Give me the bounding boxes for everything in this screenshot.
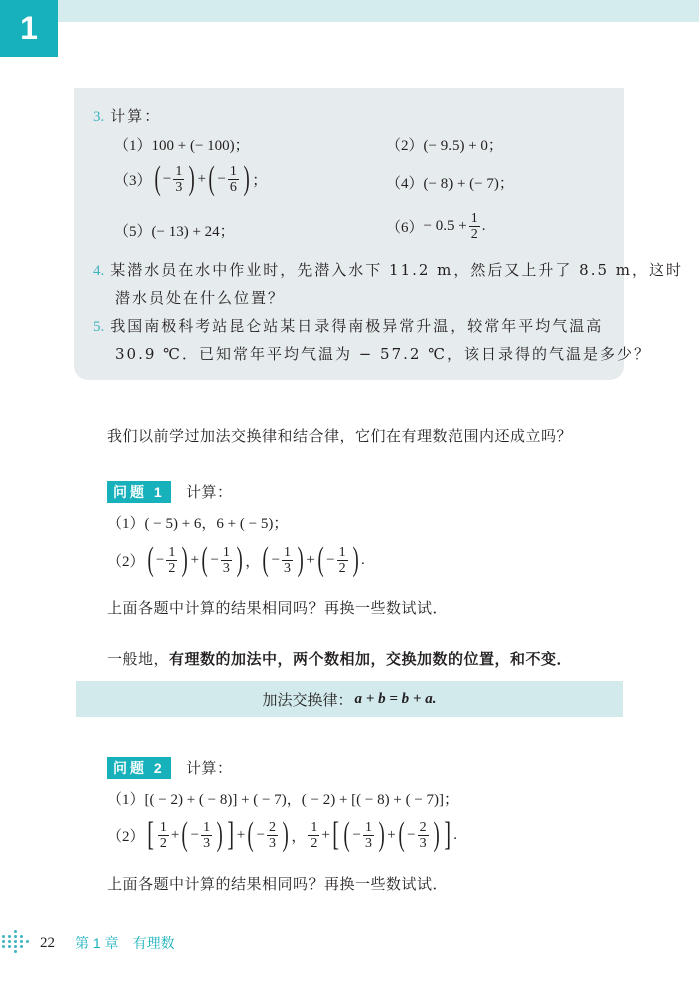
problem-2-heading <box>107 757 232 779</box>
right-paren: ) <box>188 160 196 197</box>
intro-paragraph: 我们以前学过加法交换律和结合律，它们在有理数范围内还成立吗？ <box>107 427 573 445</box>
numerator: 2 <box>269 819 277 835</box>
fraction <box>308 820 319 851</box>
numerator: 1 <box>175 163 183 179</box>
item-expr-prefix: − 0.5 + <box>423 218 467 234</box>
numerator: 1 <box>203 819 211 835</box>
exercise-3-item-1 <box>114 134 250 155</box>
exercise-number: 4. <box>93 263 105 279</box>
fraction <box>166 545 177 576</box>
exercise-number: 5. <box>93 319 105 335</box>
denominator: 3 <box>284 560 292 576</box>
fraction <box>418 820 429 851</box>
left-bracket: [ <box>332 816 339 853</box>
exercise-prompt: 计算： <box>110 107 162 125</box>
plus-sign: + <box>321 826 330 843</box>
minus-sign: − <box>162 170 172 187</box>
right-paren: ) <box>433 816 440 853</box>
exercise-5 <box>93 316 603 337</box>
left-paren: ( <box>201 541 208 578</box>
exercise-3-item-4 <box>386 172 514 193</box>
item-expr: (− 13) + 24； <box>151 224 235 240</box>
statement-text: 有理数的加法中，两个数相加，交换加数的位置，和不变． <box>169 651 573 668</box>
numerator: 1 <box>229 163 237 179</box>
commutative-law-box <box>76 681 623 717</box>
minus-sign: − <box>155 551 165 568</box>
exercise-5-line-2 <box>115 344 651 364</box>
comma: ， <box>291 828 307 845</box>
rule-label: 加法交换律： <box>262 691 353 709</box>
lead-text: 一般地， <box>107 650 170 668</box>
left-paren: ( <box>208 160 215 197</box>
left-paren: ( <box>262 541 270 578</box>
period: . <box>481 218 486 234</box>
exercise-number: 3. <box>93 109 105 125</box>
exercise-4 <box>93 260 683 281</box>
minus-sign: − <box>256 826 266 843</box>
exercise-text-line-2: 30.9 ℃．已知常年平均气温为 − 57.2 ℃，该日录得的气温是多少？ <box>115 345 651 363</box>
chapter-name: 有理数 <box>132 935 175 951</box>
denominator: 3 <box>222 560 230 576</box>
item-label: （2） <box>386 138 424 154</box>
fraction <box>363 820 374 851</box>
problem-1-heading <box>107 481 232 503</box>
denominator: 3 <box>364 835 372 851</box>
plus-sign: + <box>236 826 246 843</box>
fraction <box>469 211 480 242</box>
right-paren: ) <box>297 541 304 578</box>
left-paren: ( <box>181 816 189 853</box>
right-paren: ) <box>216 816 223 853</box>
problem-2-item-2 <box>107 818 457 852</box>
denominator: 2 <box>338 560 346 576</box>
exercise-3-item-2 <box>386 134 503 155</box>
denominator: 2 <box>470 227 478 242</box>
fraction <box>158 820 169 851</box>
minus-sign: − <box>217 170 226 187</box>
exercise-3-heading <box>93 106 161 127</box>
plus-sign: + <box>387 826 396 843</box>
numerator: 1 <box>222 544 230 560</box>
denominator: 2 <box>168 560 176 576</box>
right-paren: ) <box>181 541 189 578</box>
plus-sign: + <box>190 551 200 568</box>
exercise-3-item-5 <box>114 220 235 241</box>
period: . <box>453 826 457 843</box>
right-paren: ) <box>378 816 385 853</box>
problem-2-item-1: （1）[( − 2) + ( − 8)] + ( − 7)，( − 2) + [( − 8) + ( − 7)]； <box>107 792 460 808</box>
numerator: 1 <box>338 544 346 560</box>
left-paren: ( <box>147 541 154 578</box>
rule-formula: a + b = b + a. <box>354 690 437 707</box>
denominator: 2 <box>159 835 167 851</box>
problem-1-item-2 <box>107 543 365 577</box>
minus-sign: − <box>326 551 335 568</box>
problem-2-question: 上面各题中计算的结果相同吗？再换一些数试试． <box>107 875 449 893</box>
left-paren: ( <box>247 816 255 853</box>
problem-1-label: 问题 1 <box>107 481 171 503</box>
problem-1-prompt: 计算： <box>185 483 233 501</box>
plus-sign: + <box>197 170 207 187</box>
item-label: （3） <box>114 172 152 189</box>
denominator: 6 <box>229 179 237 195</box>
left-paren: ( <box>154 160 161 197</box>
right-paren: ) <box>282 816 289 853</box>
right-paren: ) <box>236 541 243 578</box>
numerator: 1 <box>284 544 292 560</box>
fraction <box>201 820 212 851</box>
header-band <box>58 0 699 22</box>
minus-sign: − <box>210 551 219 568</box>
page-number: 22 <box>40 934 55 951</box>
exercise-text-line-2: 潜水员处在什么位置？ <box>115 289 286 307</box>
numerator: 2 <box>419 819 427 835</box>
dot-arrow-icon <box>0 930 36 956</box>
fraction <box>282 545 293 576</box>
fraction <box>173 164 184 195</box>
numerator: 1 <box>364 819 372 835</box>
page-footer <box>0 928 175 958</box>
minus-sign: − <box>271 551 281 568</box>
right-bracket: ] <box>227 816 235 853</box>
chapter-label: 第 1 章 <box>75 935 119 951</box>
denominator: 3 <box>269 835 277 851</box>
item-expr: (− 9.5) + 0； <box>423 138 503 154</box>
left-paren: ( <box>398 816 405 853</box>
semicolon: ； <box>252 172 268 189</box>
item-label: （4） <box>386 176 424 192</box>
fraction <box>221 545 232 576</box>
period: . <box>360 551 365 568</box>
problem-1-question: 上面各题中计算的结果相同吗？再换一些数试试． <box>107 599 449 617</box>
item-label: （1） <box>114 138 152 154</box>
fraction <box>228 164 239 195</box>
denominator: 3 <box>203 835 211 851</box>
exercise-3-item-6 <box>386 211 485 242</box>
right-paren: ) <box>352 541 359 578</box>
plus-sign: + <box>170 826 180 843</box>
minus-sign: − <box>190 826 200 843</box>
commutative-statement <box>107 648 572 669</box>
left-bracket: [ <box>146 816 154 853</box>
item-expr: 100 + (− 100)； <box>151 138 250 154</box>
item-expr: (− 8) + (− 7)； <box>423 176 514 192</box>
numerator: 1 <box>470 211 478 226</box>
right-paren: ) <box>243 160 250 197</box>
exercise-text-line-1: 我国南极科考站昆仑站某日录得南极异常升温，较常年平均气温高 <box>110 317 604 335</box>
problem-1-item-1: （1）( − 5) + 6，6 + ( − 5)； <box>107 516 289 532</box>
left-paren: ( <box>317 541 324 578</box>
fraction <box>337 545 348 576</box>
numerator: 1 <box>168 544 176 560</box>
exercise-4-line-2 <box>115 288 285 308</box>
minus-sign: − <box>407 826 416 843</box>
fraction <box>267 820 278 851</box>
comma: ， <box>245 553 261 570</box>
chapter-tab <box>0 0 58 57</box>
exercise-3-item-3 <box>114 162 267 196</box>
problem-2-label: 问题 2 <box>107 757 171 779</box>
item-label: （2） <box>107 553 145 570</box>
exercise-text-line-1: 某潜水员在水中作业时，先潜入水下 11.2 m，然后又上升了 8.5 m，这时 <box>110 261 684 279</box>
item-label: （6） <box>386 220 424 236</box>
denominator: 3 <box>175 179 183 195</box>
right-bracket: ] <box>444 816 451 853</box>
denominator: 2 <box>310 835 318 851</box>
plus-sign: + <box>306 551 315 568</box>
minus-sign: − <box>352 826 361 843</box>
numerator: 1 <box>310 819 318 835</box>
numerator: 1 <box>159 819 167 835</box>
chapter-number: 1 <box>20 10 38 46</box>
left-paren: ( <box>343 816 350 853</box>
item-label: （2） <box>107 828 145 845</box>
problem-2-prompt: 计算： <box>185 759 233 777</box>
denominator: 3 <box>419 835 427 851</box>
item-label: （5） <box>114 224 152 240</box>
